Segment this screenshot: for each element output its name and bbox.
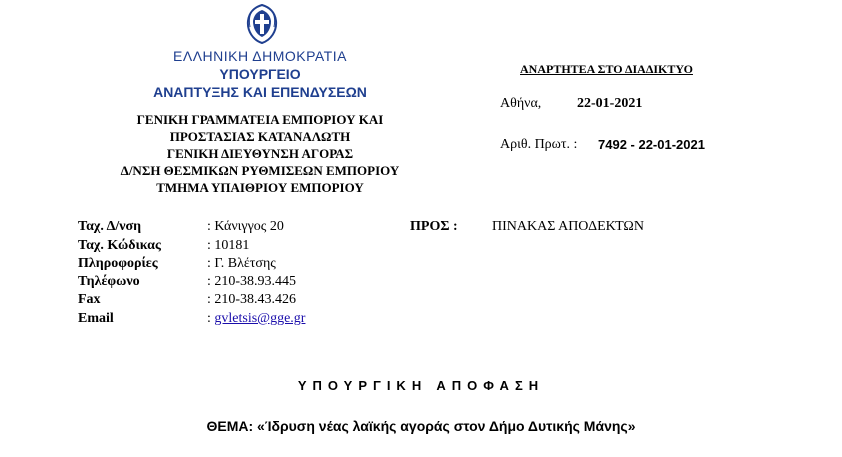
contact-value-email [207, 311, 305, 327]
contact-value-address: : Κάνιγγος 20 [207, 219, 284, 234]
email-prefix: : [207, 311, 215, 326]
ministry-name-line1: ΥΠΟΥΡΓΕΙΟ [219, 66, 301, 82]
section-line: ΓΕΝΙΚΗ ΓΡΑΜΜΑΤΕΙΑ ΕΜΠΟΡΙΟΥ ΚΑΙ [136, 112, 384, 127]
contact-value-phone: : 210-38.93.445 [207, 274, 297, 289]
date-value: 22-01-2021 [577, 96, 643, 111]
republic-name: ΕΛΛΗΝΙΚΗ ΔΗΜΟΚΡΑΤΙΑ [173, 48, 347, 64]
contact-value-info: : Γ. Βλέτσης [207, 256, 276, 271]
recipient-value: ΠΙΝΑΚΑΣ ΑΠΟΔΕΚΤΩΝ [492, 219, 644, 234]
section-line: ΤΜΗΜΑ ΥΠΑΙΘΡΙΟΥ ΕΜΠΟΡΙΟΥ [156, 180, 364, 195]
section-line: ΓΕΝΙΚΗ ΔΙΕΥΘΥΝΣΗ ΑΓΟΡΑΣ [166, 146, 354, 161]
protocol-value: 7492 - 22-01-2021 [598, 137, 705, 152]
section-line: Δ/ΝΣΗ ΘΕΣΜΙΚΩΝ ΡΥΘΜΙΣΕΩΝ ΕΜΠΟΡΙΟΥ [120, 163, 400, 178]
contact-label-phone: Τηλέφωνο [78, 274, 140, 289]
ministry-name-line2: ΑΝΑΠΤΥΞΗΣ ΚΑΙ ΕΠΕΝΔΥΣΕΩΝ [153, 84, 367, 100]
contact-value-fax: : 210-38.43.426 [207, 292, 297, 307]
contact-label-postcode: Ταχ. Κώδικας [78, 238, 161, 253]
greek-coat-of-arms-icon [244, 3, 280, 45]
contact-label-info: Πληροφορίες [78, 256, 158, 271]
decision-title: ΥΠΟΥΡΓΙΚΗ ΑΠΟΦΑΣΗ [297, 378, 545, 393]
contact-label-email: Email [78, 311, 114, 326]
protocol-label: Αριθ. Πρωτ. : [500, 137, 578, 152]
email-link[interactable]: gvletsis@gge.gr [214, 311, 306, 326]
contact-label-fax: Fax [78, 292, 101, 307]
contact-label-address: Ταχ. Δ/νση [78, 219, 142, 234]
section-line: ΠΡΟΣΤΑΣΙΑΣ ΚΑΤΑΝΑΛΩΤΗ [169, 129, 351, 144]
publish-notice: ΑΝΑΡΤΗΤΕΑ ΣΤΟ ΔΙΑΔΙΚΤΥΟ [520, 62, 693, 76]
subject-line: ΘΕΜΑ: «Ίδρυση νέας λαϊκής αγοράς στον Δήμο Δυτικής Μάνης» [206, 418, 636, 434]
recipient-label: ΠΡΟΣ : [410, 219, 458, 234]
contact-value-postcode: : 10181 [207, 238, 250, 253]
date-label: Αθήνα, [500, 96, 542, 111]
